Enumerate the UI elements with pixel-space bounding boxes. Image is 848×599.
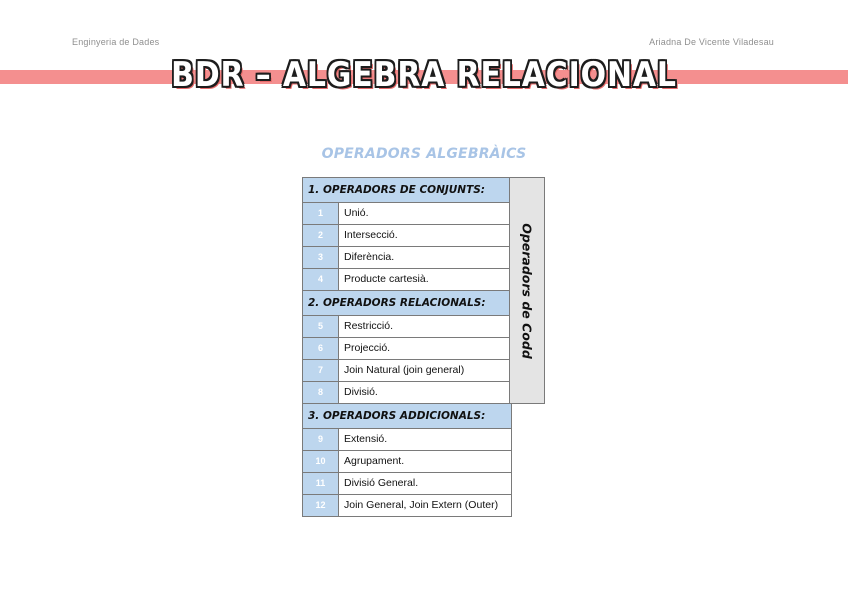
row-label: Projecció. [339, 338, 511, 359]
row-number: 4 [303, 269, 339, 290]
row-number: 9 [303, 429, 339, 450]
row-number: 6 [303, 338, 339, 359]
row-label: Producte cartesià. [339, 269, 511, 290]
row-number: 2 [303, 225, 339, 246]
table-row [303, 429, 511, 451]
row-label: Divisió General. [339, 473, 511, 494]
operators-table [302, 177, 512, 517]
row-number: 12 [303, 495, 339, 516]
section-heading-additional: 3. OPERADORS ADDICIONALS: [303, 404, 511, 429]
page-title: BDR – ALGEBRA RELACIONAL [171, 55, 677, 95]
row-number: 11 [303, 473, 339, 494]
row-number: 10 [303, 451, 339, 472]
row-label: Divisió. [339, 382, 511, 403]
table-row [303, 338, 511, 360]
table-row [303, 225, 511, 247]
row-label: Unió. [339, 203, 511, 224]
row-label: Extensió. [339, 429, 511, 450]
section-heading-sets: 1. OPERADORS DE CONJUNTS: [303, 178, 511, 203]
table-row [303, 247, 511, 269]
row-number: 8 [303, 382, 339, 403]
header-left-text: Enginyeria de Dades [72, 37, 160, 47]
codd-label-text: Operadors de Codd [519, 222, 535, 359]
table-row [303, 360, 511, 382]
table-row [303, 203, 511, 225]
section-heading-relational: 2. OPERADORS RELACIONALS: [303, 291, 511, 316]
table-row [303, 451, 511, 473]
table-row [303, 382, 511, 404]
row-label: Intersecció. [339, 225, 511, 246]
codd-operators-side-label [509, 177, 545, 404]
table-row [303, 316, 511, 338]
table-row [303, 473, 511, 495]
row-label: Restricció. [339, 316, 511, 337]
row-number: 5 [303, 316, 339, 337]
section-subtitle: OPERADORS ALGEBRÀICS [321, 146, 527, 162]
row-number: 7 [303, 360, 339, 381]
row-label: Join General, Join Extern (Outer) [339, 495, 511, 516]
row-label: Agrupament. [339, 451, 511, 472]
row-number: 3 [303, 247, 339, 268]
row-number: 1 [303, 203, 339, 224]
row-label: Join Natural (join general) [339, 360, 511, 381]
row-label: Diferència. [339, 247, 511, 268]
table-row [303, 269, 511, 291]
header-right-text: Ariadna De Vicente Viladesau [649, 37, 774, 47]
table-row [303, 495, 511, 517]
